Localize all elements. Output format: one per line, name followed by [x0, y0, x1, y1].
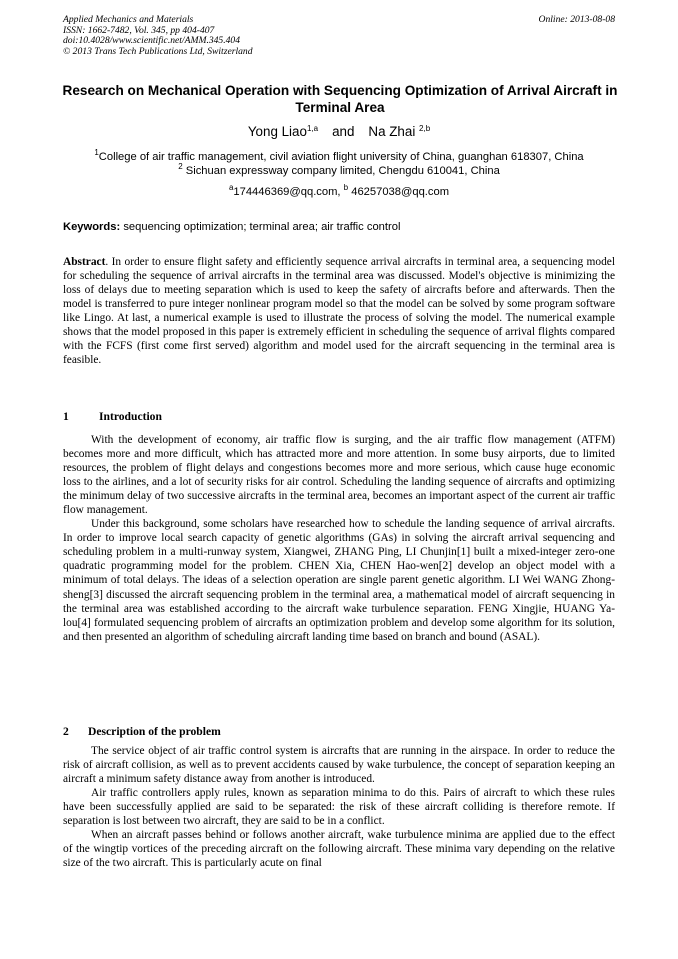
affiliation-2-sup: 2 [178, 162, 183, 171]
keywords [63, 221, 615, 233]
abstract [63, 255, 615, 367]
email-2: 46257038@qq.com [351, 186, 450, 198]
keywords-label: Keywords: [63, 221, 121, 233]
email-1-sup: a [228, 183, 234, 192]
section-1-heading [63, 410, 615, 423]
email-line [0, 183, 678, 198]
section-1-title: Introduction [99, 410, 162, 423]
email-1: 174446369@qq.com, [233, 186, 341, 198]
affiliation-1 [0, 148, 678, 163]
author-1-sup: 1,a [306, 124, 319, 133]
issn-line: ISSN: 1662-7482, Vol. 345, pp 404-407 [63, 24, 215, 36]
paragraph: Air traffic controllers apply rules, known as separation minima to do this. Pairs of aircraft to which these rules have been successfully applied are said to be separated: the risk of these aircraft colliding is therefore remote. If separation is lost between two aircraft, they are said to be in a conflict. [63, 787, 615, 828]
journal-header [63, 15, 615, 57]
paragraph: The service object of air traffic control system is aircrafts that are running in the airspace. In order to reduce the risk of aircraft collision, as well as to prevent accidents caused by wake turbulence, the concept of separation keeping an aircraft a minimum safety distance away from another is introduced. [63, 745, 615, 786]
paragraph: When an aircraft passes behind or follows another aircraft, wake turbulence minima are applied due to the effect of the wingtip vortices of the preceding aircraft on the following aircraft. These minima vary depending on the relative size of the two aircraft. This is particularly acute on final [63, 829, 615, 870]
section-2-heading [63, 725, 615, 738]
paragraph: With the development of economy, air traffic flow is surging, and the air traffic flow management (ATFM) becomes more and more difficult, which has attracted more and more attention. In some busy airports, due to limited resources, the problem of flight delays and congestions becomes more and more serious, which cause huge economic loss to the airlines, and a lot of security risks for air control. Scheduling the landing sequence of aircrafts and optimizing the minimum delay of two successive aircrafts in the terminal area, becomes an important aspect of the current air traffic flow management. [63, 434, 615, 517]
author-2-sup: 2,b [419, 124, 431, 133]
abstract-label: Abstract [63, 256, 106, 268]
affiliation-2 [0, 162, 678, 177]
keywords-text: sequencing optimization; terminal area; air traffic control [123, 221, 401, 233]
section-2-body [63, 744, 615, 870]
section-2-number: 2 [63, 725, 69, 738]
section-1-number: 1 [63, 410, 69, 423]
author-line [0, 124, 678, 139]
author-1: Yong Liao [247, 124, 307, 139]
doi-line: doi:10.4028/www.scientific.net/AMM.345.404 [63, 35, 241, 47]
copyright-line: © 2013 Trans Tech Publications Ltd, Switzerland [63, 45, 253, 57]
paragraph: Under this background, some scholars have researched how to schedule the landing sequence of arrival aircrafts. In order to improve local search capacity of genetic algorithms (GAs) in solving the aircraft arrival sequencing and scheduling problem in a multi-runway system, Xiangwei, ZHANG Ping, LI Chunjin[1] built a mixed-integer zero-one quadratic programming model for the problem. CHEN Xia, CHEN Hao-wen[2] develop an object model with a minimum of total delays. The ideas of a selection operation are single parent genetic algorithm. LI Wei WANG Zhong-sheng[3] discussed the aircraft sequencing problem in the terminal area, a mathematical model of aircraft sequencing in the terminal area was established according to the aircraft wake turbulence separation. FENG Xingjie, HUANG Ya-lou[4] formulated sequencing problem of aircrafts an optimization problem and develop some algorithm for its solution, and then presented an algorithm of scheduling aircraft landing time based on branch and bound (ASAL). [63, 518, 615, 643]
author-2: Na Zhai [368, 124, 416, 139]
author-conjunction: and [332, 124, 355, 139]
affiliation-2-text: Sichuan expressway company limited, Chengdu 610041, China [185, 165, 500, 177]
section-2-title: Description of the problem [88, 725, 221, 738]
email-2-sup: b [343, 183, 349, 192]
journal-name: Applied Mechanics and Materials [63, 14, 194, 25]
section-1-body [63, 433, 615, 644]
online-date: Online: 2013-08-08 [538, 14, 615, 25]
abstract-text: . In order to ensure flight safety and efficiently sequence arrival aircrafts in terminal area, a sequencing model for scheduling the sequence of arrival aircrafts in the terminal area was discussed. Model's objective is minimizing the loss of delays due to meeting separation which is used to keep the safety of aircrafts before and afterwards. Then the model is transferred to pure integer nonlinear program model so that the model can be solved by some program software like Lingo. At last, a numerical example is used to illustrate the process of solving the model. The numerical example shows that the model proposed in this paper is extremely efficient in scheduling the sequence of arrival flights compared with the FCFS (first come first served) algorithm and model used for the aircraft sequencing in the terminal area is feasible. [63, 256, 615, 367]
affiliation-1-text: College of air traffic management, civil aviation flight university of China, guanghan 618307, China [98, 151, 584, 163]
paper-title: Research on Mechanical Operation with Sequencing Optimization of Arrival Aircraft in Terminal Area [62, 83, 618, 115]
affiliation-1-sup: 1 [94, 148, 99, 157]
